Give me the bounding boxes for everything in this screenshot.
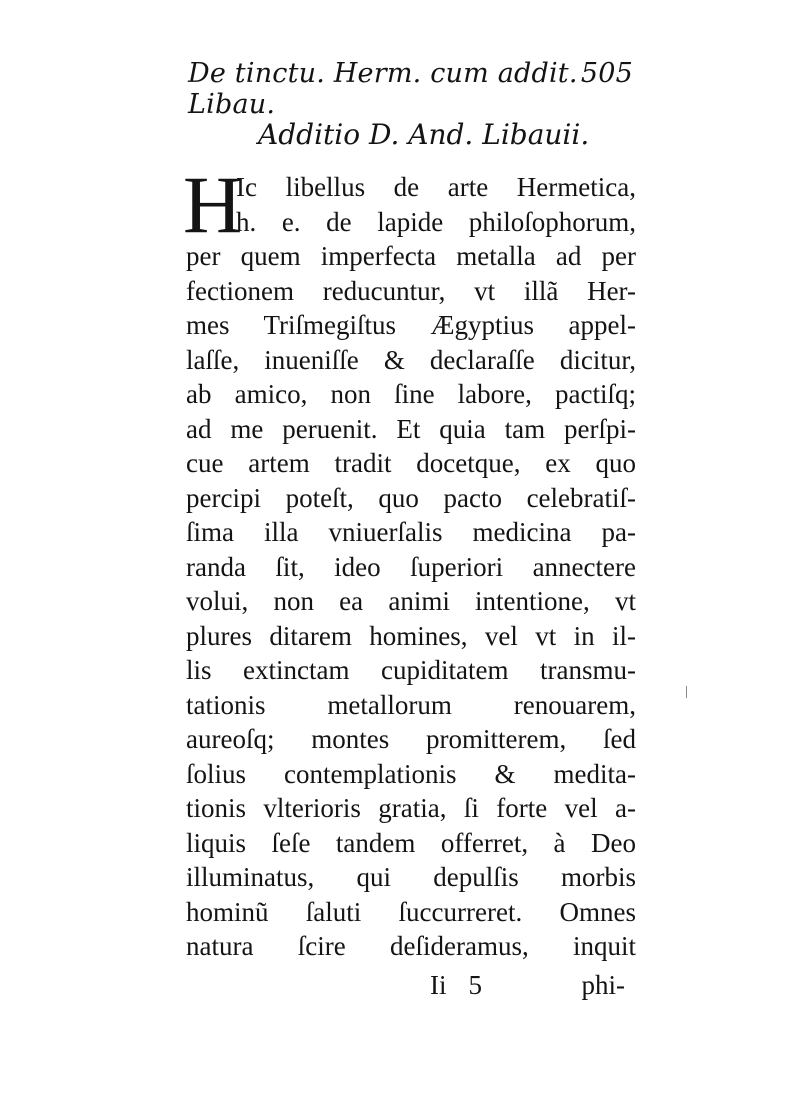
text-line: randa ſit, ideo ſuperiori annectere bbox=[186, 551, 636, 582]
catchline bbox=[430, 970, 625, 1001]
text-line: aureoſq; montes promitterem, ſed bbox=[186, 724, 636, 754]
page-number: 505 bbox=[580, 58, 633, 89]
text-line: per quem imperfecta metalla ad per bbox=[186, 241, 636, 271]
signature-number: 5 bbox=[468, 970, 482, 1000]
margin-mark bbox=[686, 686, 687, 698]
text-line: cue artem tradit docetque, ex quo bbox=[186, 448, 636, 478]
text-line: h. e. de lapide philoſophorum, bbox=[236, 206, 636, 237]
text-line: lis extinctam cupiditatem transmu- bbox=[186, 655, 636, 685]
text-line: percipi poteſt, quo pacto celebratiſ- bbox=[186, 482, 636, 513]
catchword: phi- bbox=[581, 970, 625, 1000]
body-text bbox=[186, 170, 636, 964]
running-title: De tinctu. Herm. cum addit. Libau. bbox=[188, 58, 578, 120]
text-line: ſima illa vniuerſalis medicina pa- bbox=[186, 517, 636, 547]
text-line: liquis ſeſe tandem offerret, à Deo bbox=[186, 827, 636, 858]
text-line: ad me peruenit. Et quia tam perſpi- bbox=[186, 413, 636, 444]
running-head bbox=[188, 58, 633, 120]
text-line: volui, non ea animi intentione, vt bbox=[186, 586, 636, 616]
drop-cap-initial: H bbox=[183, 159, 243, 250]
text-line: ſolius contemplationis & medita- bbox=[186, 758, 636, 789]
text-line: mes Triſmegiſtus Ægyptius appel- bbox=[186, 310, 636, 340]
text-line: tionis vlterioris gratia, ſi forte vel a- bbox=[186, 793, 636, 823]
text-line: natura ſcire deſideramus, inquit bbox=[186, 931, 636, 961]
text-line: illuminatus, qui depulſis morbis bbox=[186, 862, 636, 892]
text-line: Ic libellus de arte Hermetica, bbox=[236, 172, 636, 202]
text-line: plures ditarem homines, vel vt in il- bbox=[186, 620, 636, 651]
text-line: hominũ ſaluti ſuccurreret. Omnes bbox=[186, 896, 636, 927]
section-title: Additio D. And. Libauii. bbox=[258, 118, 590, 151]
text-line: laſſe, inueniſſe & declaraſſe dicitur, bbox=[186, 344, 636, 375]
signature-letters: Ii bbox=[430, 970, 447, 1000]
text-line: ab amico, non ſine labore, pactiſq; bbox=[186, 379, 636, 409]
text-line: tationis metallorum renouarem, bbox=[186, 689, 636, 720]
text-line: fectionem reducuntur, vt illã Her- bbox=[186, 275, 636, 306]
signature-mark bbox=[430, 970, 482, 1001]
